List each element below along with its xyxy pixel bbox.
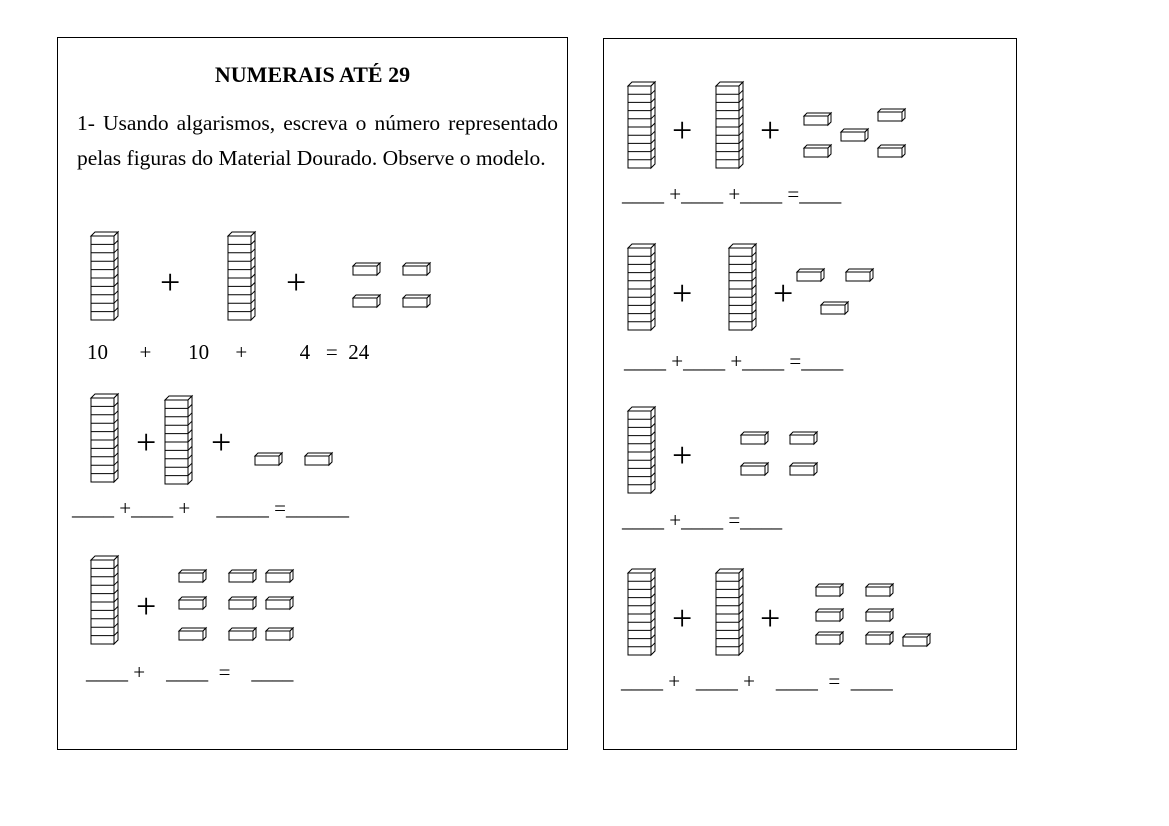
unit-cube (741, 463, 768, 475)
unit-cube (804, 113, 831, 125)
unit-cube (353, 263, 380, 275)
unit-cube (797, 269, 824, 281)
unit-cube (179, 628, 206, 640)
plus-sign: + (672, 110, 693, 150)
plus-sign: + (286, 262, 307, 302)
exercise-5-answer-line: ____ +____ =____ (622, 508, 783, 532)
exercise-4-answer-line: ____ +____ +____ =____ (624, 349, 844, 373)
ten-rod (91, 394, 118, 482)
plus-sign: + (760, 110, 781, 150)
ten-rod (165, 396, 192, 484)
unit-cube (866, 584, 893, 596)
unit-cube (821, 302, 848, 314)
ten-rod (91, 556, 118, 644)
exercise-1-answer-line: ____ +____ + _____ =______ (72, 496, 350, 520)
worksheet-title: NUMERAIS ATÉ 29 (214, 62, 411, 87)
plus-sign: + (773, 273, 794, 313)
exercise-6-answer-line: ____ + ____ + ____ = ____ (621, 669, 893, 693)
unit-cube (179, 597, 206, 609)
ten-rod (228, 232, 255, 320)
unit-cube (305, 453, 332, 465)
unit-cube (229, 628, 256, 640)
unit-cube (229, 597, 256, 609)
unit-cube (266, 597, 293, 609)
plus-sign: + (760, 598, 781, 638)
unit-cube (846, 269, 873, 281)
plus-sign: + (160, 262, 181, 302)
instruction-text: 1- Usando algarismos, escreva o número representado pelas figuras do Material Dourado. Observe o modelo. (77, 111, 558, 170)
plus-sign: + (136, 586, 157, 626)
model-equation: 10 + 10 + 4 = 24 (87, 340, 370, 364)
ten-rod (628, 569, 655, 655)
exercise-2-answer-line: ____ + ____ = ____ (86, 660, 294, 684)
unit-cube (841, 129, 868, 141)
ten-rod (628, 82, 655, 168)
ten-rod (729, 244, 756, 330)
unit-cube (866, 609, 893, 621)
unit-cube (878, 109, 905, 121)
exercise-3-answer-line: ____ +____ +____ =____ (622, 182, 842, 206)
unit-cube (179, 570, 206, 582)
unit-cube (403, 263, 430, 275)
unit-cube (229, 570, 256, 582)
plus-sign: + (672, 435, 693, 475)
unit-cube (790, 432, 817, 444)
unit-cube (266, 570, 293, 582)
plus-sign: + (672, 273, 693, 313)
unit-cube (878, 145, 905, 157)
unit-cube (903, 634, 930, 646)
unit-cube (403, 295, 430, 307)
unit-cube (790, 463, 817, 475)
unit-cube (816, 584, 843, 596)
ten-rod (716, 82, 743, 168)
plus-sign: + (672, 598, 693, 638)
unit-cube (255, 453, 282, 465)
unit-cube (266, 628, 293, 640)
unit-cube (804, 145, 831, 157)
unit-cube (816, 632, 843, 644)
plus-sign: + (136, 422, 157, 462)
unit-cube (866, 632, 893, 644)
ten-rod (716, 569, 743, 655)
plus-sign: + (211, 422, 232, 462)
unit-cube (816, 609, 843, 621)
ten-rod (628, 407, 655, 493)
ten-rod (628, 244, 655, 330)
unit-cube (353, 295, 380, 307)
unit-cube (741, 432, 768, 444)
ten-rod (91, 232, 118, 320)
